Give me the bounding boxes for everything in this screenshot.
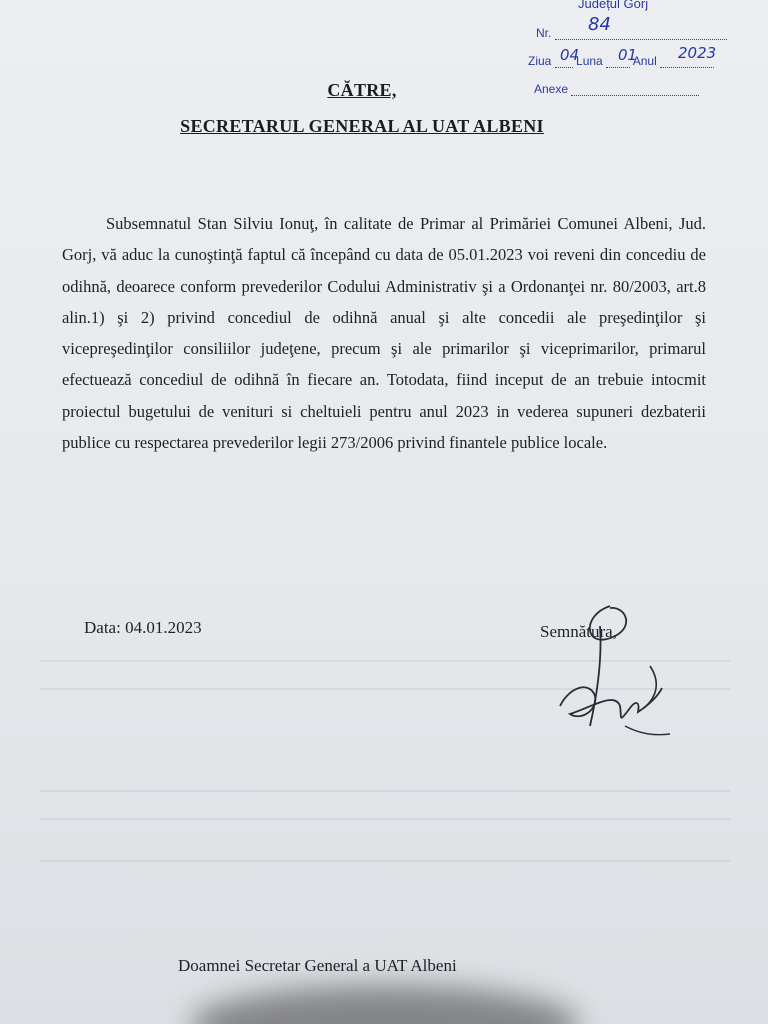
stamp-number-value: 84 (588, 14, 611, 35)
stamp-number-line (536, 26, 727, 44)
signature-label: Semnătura, (540, 622, 617, 641)
stamp-day-label: Ziua (528, 54, 552, 68)
stamp-day-value: 04 (560, 46, 580, 64)
stamp-annex-label: Anexe (534, 82, 569, 96)
stamp-county: Județul Gorj (578, 0, 649, 11)
document-date: Data: 04.01.2023 (84, 618, 202, 637)
stamp-year-label: Anul (632, 54, 657, 68)
stamp-month-value: 01 (618, 46, 638, 64)
bleed-through-line (40, 818, 730, 820)
bleed-through-line (40, 790, 730, 792)
stamp-number-label: Nr. (536, 26, 552, 40)
heading-to: CĂTRE, (327, 80, 397, 100)
stamp-month-label: Luna (576, 54, 603, 68)
stamp-number-dots (555, 27, 727, 40)
body-paragraph: Subsemnatul Stan Silviu Ionuţ, în calitate de Primar al Primăriei Comunei Albeni, Jud. Gorj, vă aduc la cunoştinţă faptul că începând cu data de 05.01.2023 voi reveni din concediu de odihnă, deoarece conform prevederilor Codului Administrativ şi a Ordonanţei nr. 80/2003, art.8 alin.1) şi 2) privind concediul de odihnă anual şi alte concedii ale preşedinţilor şi vicepreşedinţilor consiliilor judeţene, precum şi ale primarilor şi viceprimarilor, primarul efectuează concediul de odihnă în fiecare an. Totodata, fiind inceput de an trebuie intocmit proiectul bugetului de venituri si cheltuieli pentru anul 2023 in vederea supuneri dezbaterii publice cu respectarea prevederilor legii 273/2006 privind finantele publice locale. (62, 214, 706, 453)
handwritten-signature (540, 596, 680, 746)
photo-shadow (190, 985, 580, 1024)
bleed-through-line (40, 860, 730, 862)
stamp-year-value: 2023 (678, 44, 717, 62)
heading-recipient: SECRETARUL GENERAL AL UAT ALBENI (180, 116, 544, 136)
footer-addressee: Doamnei Secretar General a UAT Albeni (178, 956, 457, 975)
